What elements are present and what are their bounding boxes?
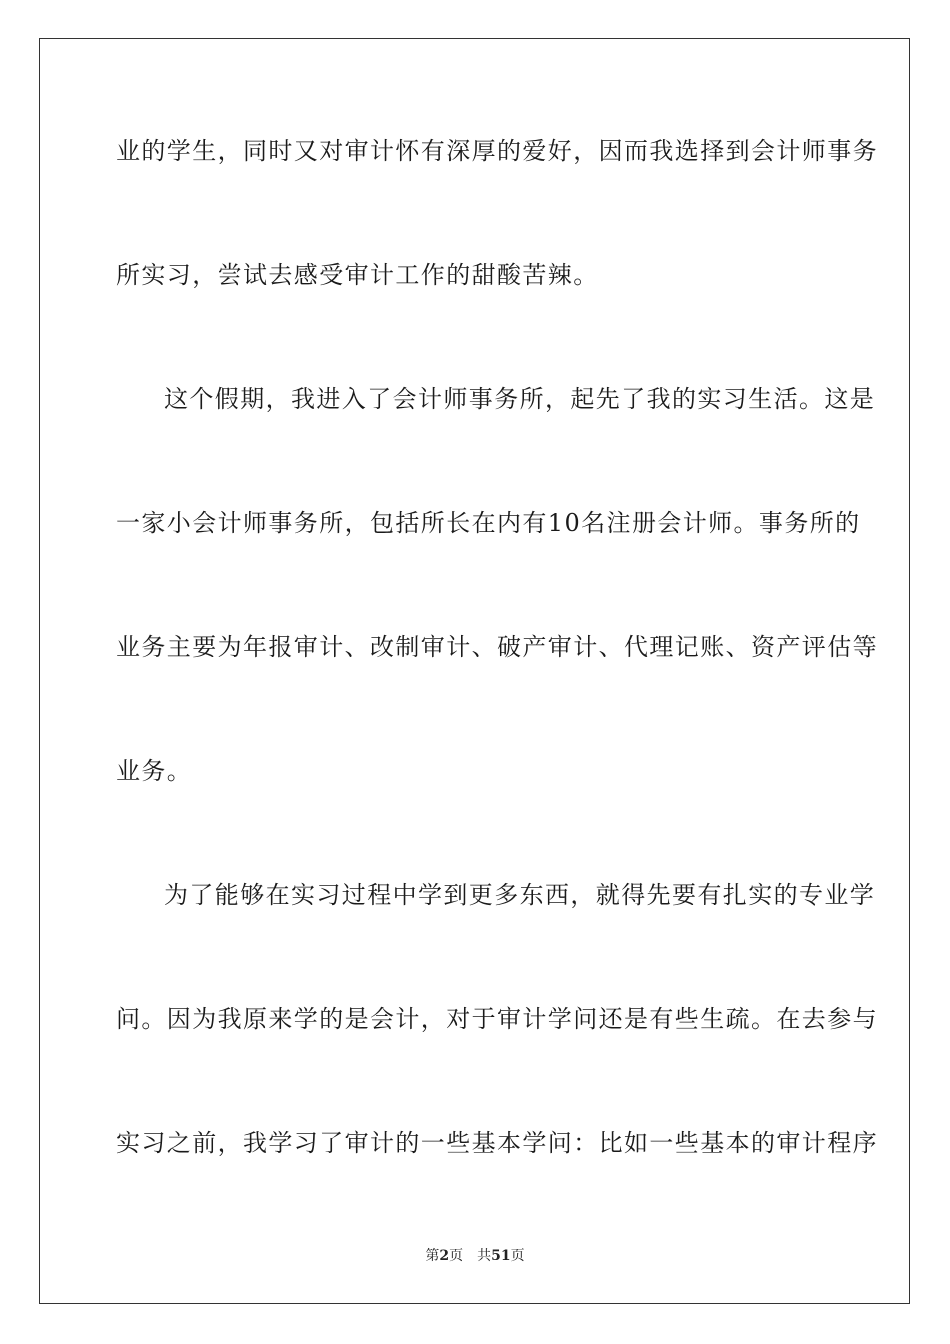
page-number: 2 [439,1248,450,1264]
body-text-line: 为了能够在实习过程中学到更多东西，就得先要有扎实的专业学 [164,881,876,909]
body-text-line: 一家小会计师事务所，包括所长在内有10名注册会计师。事务所的 [116,509,861,537]
body-text-line: 实习之前，我学习了审计的一些基本学问：比如一些基本的审计程序 [116,1129,878,1157]
body-text-line: 业的学生，同时又对审计怀有深厚的爱好，因而我选择到会计师事务 [116,137,878,165]
page-footer [0,1246,950,1266]
page-border [39,38,910,1304]
body-text-line: 这个假期，我进入了会计师事务所，起先了我的实习生活。这是 [164,385,876,413]
total-prefix: 共 [477,1248,492,1264]
body-text-line: 所实习，尝试去感受审计工作的甜酸苦辣。 [116,261,599,289]
total-suffix: 页 [510,1248,525,1264]
body-text-line: 业务主要为年报审计、改制审计、破产审计、代理记账、资产评估等 [116,633,878,661]
body-text-line: 问。因为我原来学的是会计，对于审计学问还是有些生疏。在去参与 [116,1005,878,1033]
page-prefix: 第 [425,1248,440,1264]
total-pages: 51 [491,1248,511,1264]
page-suffix: 页 [449,1248,464,1264]
body-text-line: 业务。 [116,757,193,785]
